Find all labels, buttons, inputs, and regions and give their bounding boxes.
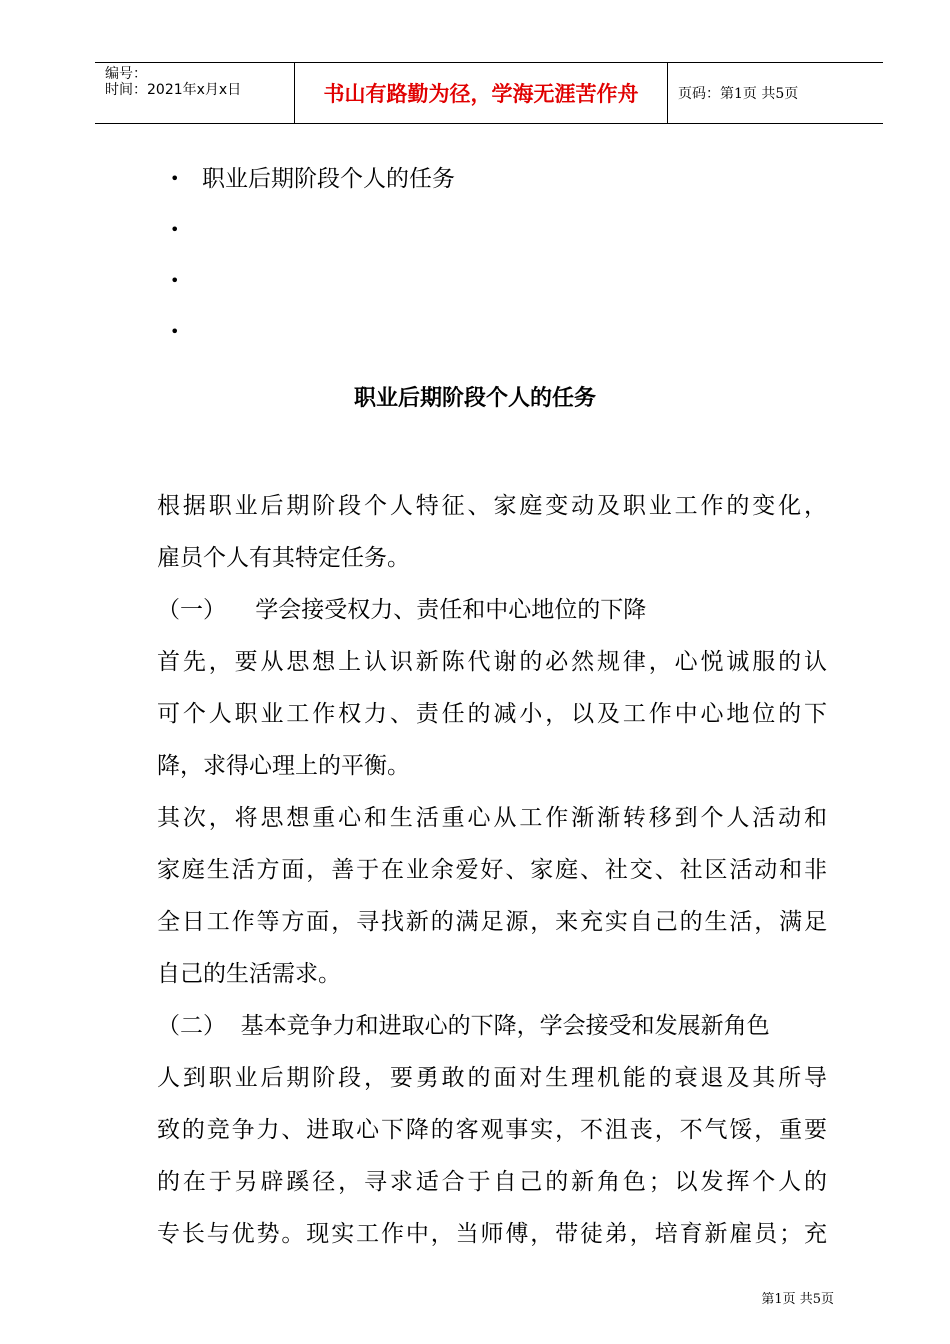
page-header — [95, 62, 883, 124]
bullet-item — [170, 211, 455, 262]
bullet-item — [170, 313, 455, 364]
document-title: 职业后期阶段个人的任务 — [353, 386, 596, 411]
paragraph-line: 可个人职业工作权力、责任的减小，以及工作中心地位的下 — [157, 701, 827, 727]
page-footer: 第1页 共5页 — [761, 1292, 834, 1307]
bullet-list — [170, 160, 455, 364]
bullet-item: • 职业后期阶段个人的任务 — [170, 160, 455, 211]
header-motto-cell — [295, 63, 668, 123]
paragraph-line: 其次，将思想重心和生活重心从工作渐渐转移到个人活动和 — [157, 805, 827, 831]
paragraph-line: 专长与优势。现实工作中，当师傅，带徒弟，培育新雇员；充 — [157, 1221, 827, 1247]
paragraph-line: 家庭生活方面，善于在业余爱好、家庭、社交、社区活动和非 — [157, 857, 827, 883]
paragraph-line: 首先，要从思想上认识新陈代谢的必然规律，心悦诚服的认 — [157, 649, 827, 675]
header-page-number: 页码：第1页 共5页 — [678, 86, 799, 102]
bullet-item — [170, 262, 455, 313]
header-motto: 书山有路勤为径，学海无涯苦作舟 — [323, 82, 639, 106]
document-time-label: 时间：2021年x月x日 — [105, 82, 242, 98]
document-body — [157, 480, 827, 1260]
header-info-cell — [95, 63, 295, 123]
paragraph-line: 的在于另辟蹊径，寻求适合于自己的新角色；以发挥个人的 — [157, 1169, 827, 1195]
section-heading: （一） 学会接受权力、责任和中心地位的下降 — [157, 597, 647, 623]
paragraph-line: 根据职业后期阶段个人特征、家庭变动及职业工作的变化， — [157, 493, 827, 519]
paragraph-line: 全日工作等方面，寻找新的满足源，来充实自己的生活，满足 — [157, 909, 827, 935]
paragraph-line: 雇员个人有其特定任务。 — [157, 545, 410, 571]
header-page-cell — [668, 63, 883, 123]
document-number-label: 编号： — [105, 66, 147, 82]
paragraph-line: 自己的生活需求。 — [157, 961, 341, 987]
paragraph-line: 致的竞争力、进取心下降的客观事实，不沮丧，不气馁，重要 — [157, 1117, 827, 1143]
paragraph-line: 人到职业后期阶段，要勇敢的面对生理机能的衰退及其所导 — [157, 1065, 827, 1091]
section-heading: （二） 基本竞争力和进取心的下降，学会接受和发展新角色 — [157, 1013, 770, 1039]
paragraph-line: 降，求得心理上的平衡。 — [157, 753, 410, 779]
